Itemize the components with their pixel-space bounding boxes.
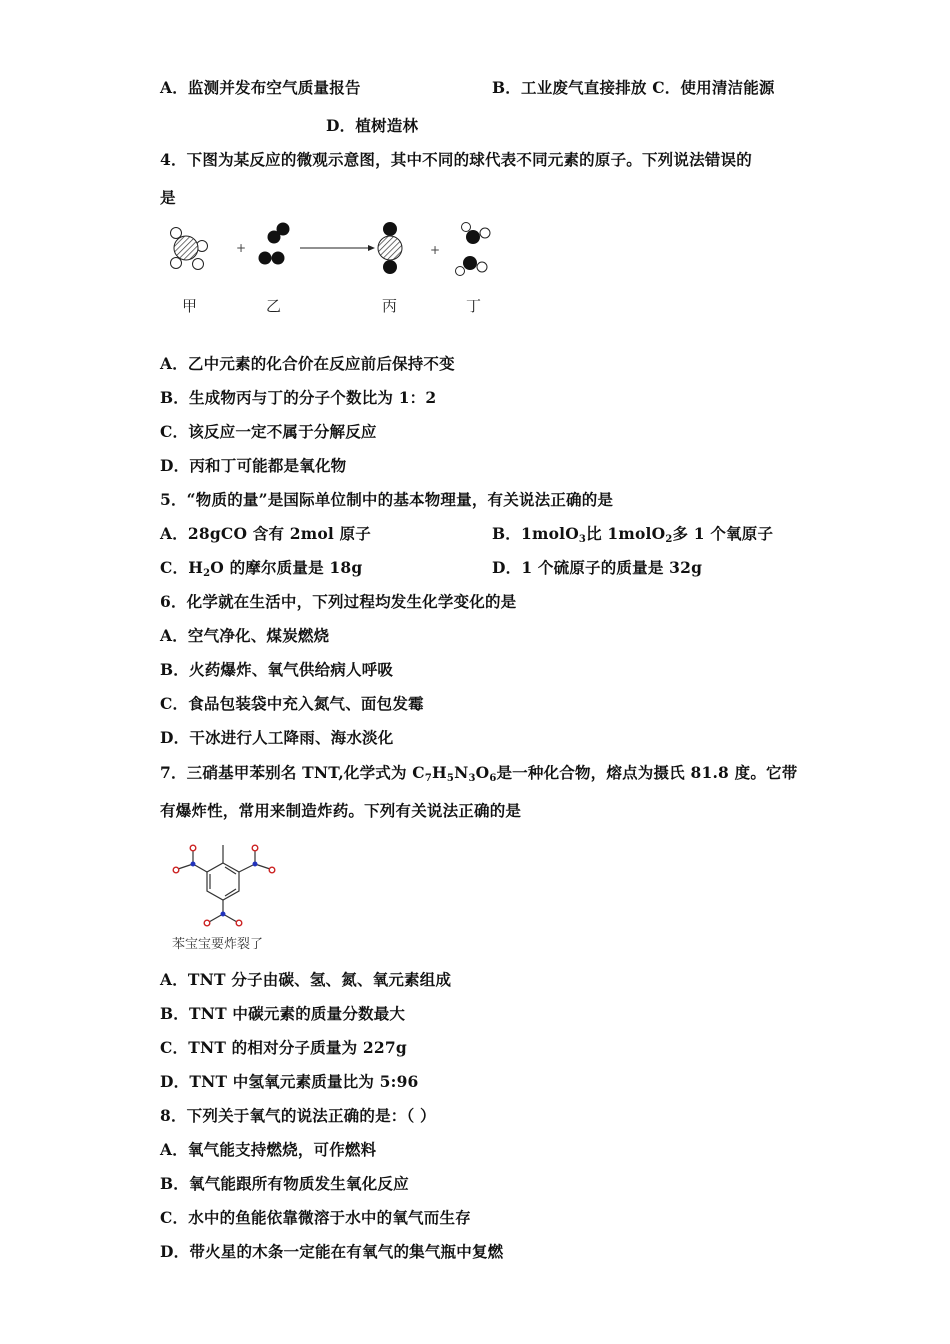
q5-c-sub: 2 [203, 568, 211, 579]
q4-stem-line2: 是 [160, 188, 176, 207]
label-yi: 乙 [266, 297, 282, 315]
q4-option-d: D．丙和丁可能都是氧化物 [160, 456, 347, 475]
q7-stem-pre: 7．三硝基甲苯别名 TNT,化学式为 C [160, 763, 425, 782]
q5-b-post: 多 1 个氧原子 [672, 524, 774, 543]
q7-stem-line2: 有爆炸性，常用来制造炸药。下列有关说法正确的是 [160, 801, 522, 820]
reaction-diagram [160, 215, 520, 320]
q5-b-sub1: 3 [578, 534, 587, 545]
label-jia: 甲 [182, 297, 198, 315]
q7-formula-h-count: 5 [446, 773, 455, 784]
molecule-ding [456, 223, 491, 276]
q7-formula-o-count: 6 [489, 773, 497, 784]
q7-option-b: B．TNT 中碳元素的质量分数最大 [160, 1004, 406, 1023]
q4-option-b: B．生成物丙与丁的分子个数比为 1：2 [160, 388, 437, 407]
q7-formula-h: H [432, 763, 447, 782]
q3-option-a: A．监测并发布空气质量报告 [160, 78, 361, 97]
plus-sign-1: + [236, 241, 247, 255]
q7-stem-post: 是一种化合物，熔点为摄氏 81.8 度。它带 [496, 763, 798, 782]
q5-option-a: A．28gCO 含有 2mol 原子 [160, 524, 371, 543]
q5-stem: 5．“物质的量”是国际单位制中的基本物理量，有关说法正确的是 [160, 490, 614, 509]
tnt-structure [165, 833, 285, 931]
q8-option-b: B．氧气能跟所有物质发生氧化反应 [160, 1174, 409, 1193]
q7-stem-line1 [160, 761, 797, 783]
q7-option-d: D．TNT 中氢氧元素质量比为 5:96 [160, 1072, 419, 1091]
q6-option-b: B．火药爆炸、氧气供给病人呼吸 [160, 660, 394, 679]
q5-b-sub2: 2 [665, 534, 673, 545]
q3-option-d: D．植树造林 [326, 116, 419, 135]
q8-option-d: D．带火星的木条一定能在有氧气的集气瓶中复燃 [160, 1242, 504, 1261]
q7-option-c: C．TNT 的相对分子质量为 227g [160, 1038, 407, 1057]
label-ding: 丁 [466, 297, 482, 315]
q4-option-a: A．乙中元素的化合价在反应前后保持不变 [160, 354, 455, 373]
reaction-arrow [300, 245, 375, 251]
q7-formula-o: O [475, 763, 490, 782]
tnt-caption: 苯宝宝要炸裂了 [172, 937, 264, 952]
molecule-yi [259, 223, 290, 265]
q4-option-c: C．该反应一定不属于分解反应 [160, 422, 377, 441]
q3-option-bc: B．工业废气直接排放 C．使用清洁能源 [492, 78, 775, 97]
plus-sign-2: + [430, 243, 441, 257]
q7-formula-c-count: 7 [424, 773, 433, 784]
q5-b-pre: B．1molO [492, 524, 579, 543]
q6-option-c: C．食品包装袋中充入氮气、面包发霉 [160, 694, 424, 713]
molecule-bing [378, 222, 402, 274]
q5-c-post: O 的摩尔质量是 18g [210, 558, 363, 577]
q5-option-d: D．1 个硫原子的质量是 32g [492, 558, 703, 577]
q5-c-pre: C．H [160, 558, 204, 577]
q6-option-d: D．干冰进行人工降雨、海水淡化 [160, 728, 394, 747]
molecule-jia [171, 228, 208, 270]
q4-stem-line1: 4．下图为某反应的微观示意图，其中不同的球代表不同元素的原子。下列说法错误的 [160, 150, 752, 169]
q5-option-c [160, 556, 362, 578]
q7-formula-n-count: 3 [468, 773, 476, 784]
q7-option-a: A．TNT 分子由碳、氢、氮、氧元素组成 [160, 970, 452, 989]
q6-option-a: A．空气净化、煤炭燃烧 [160, 626, 330, 645]
q8-stem: 8．下列关于氧气的说法正确的是：（ ） [160, 1106, 436, 1125]
q5-b-mid: 比 1molO [586, 524, 666, 543]
q6-stem: 6．化学就在生活中，下列过程均发生化学变化的是 [160, 592, 517, 611]
tnt-structure-svg [165, 833, 285, 931]
q5-option-b [492, 522, 773, 544]
q8-option-a: A．氧气能支持燃烧，可作燃料 [160, 1140, 377, 1159]
label-bing: 丙 [382, 297, 398, 315]
q8-option-c: C．水中的鱼能依靠微溶于水中的氧气而生存 [160, 1208, 471, 1227]
q7-formula-n: N [454, 763, 469, 782]
